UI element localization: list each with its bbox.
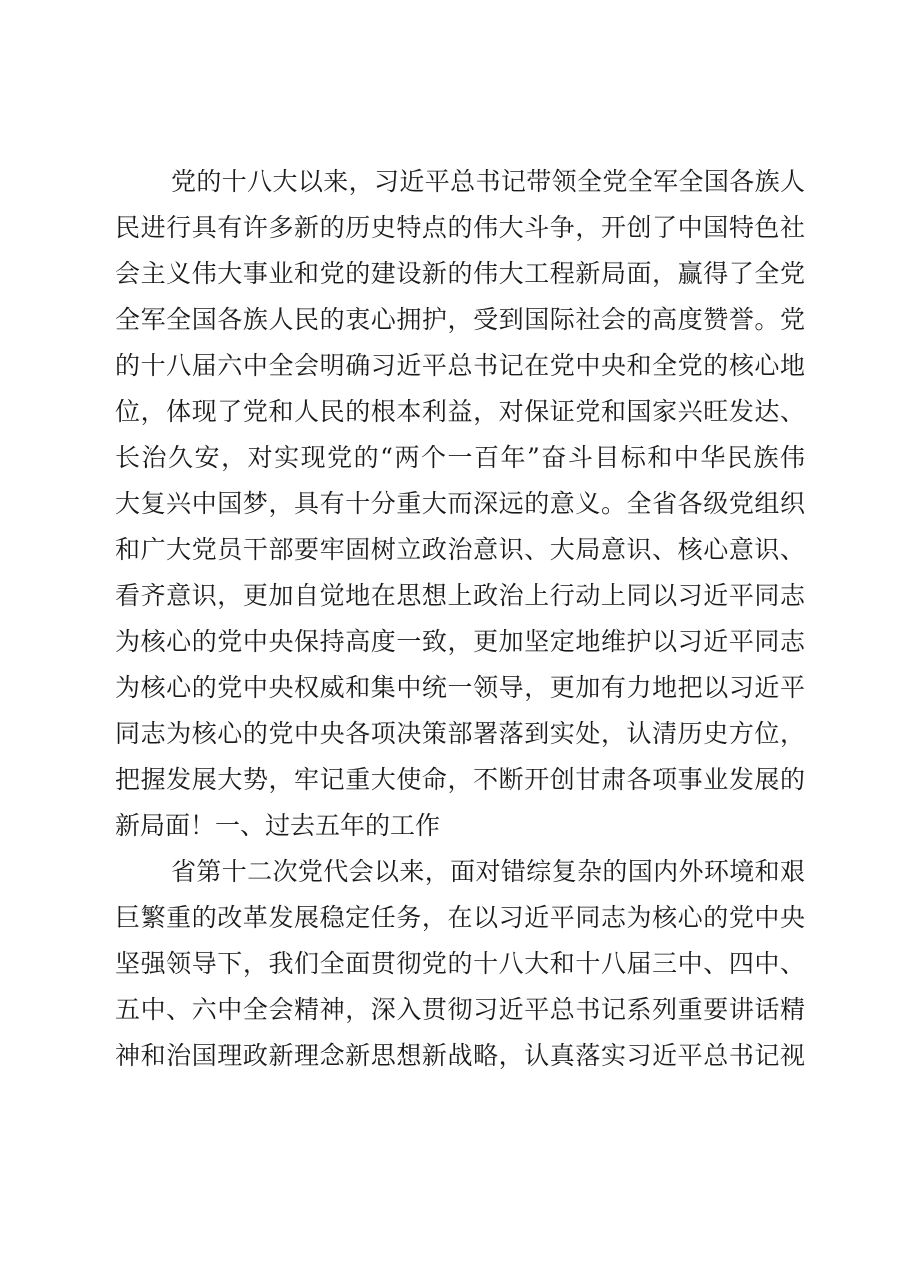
paragraph-1-line-9: 和广大党员干部要牢固树立政治意识、大局意识、核心意识、	[115, 535, 805, 564]
paragraph-1-line-15: 新局面！一、过去五年的工作	[115, 811, 441, 840]
paragraph-2-line-4: 五中、六中全会精神，深入贯彻习近平总书记系列重要讲话精	[115, 995, 805, 1024]
paragraph-1-line-3: 会主义伟大事业和党的建设新的伟大工程新局面，赢得了全党	[115, 259, 805, 288]
paragraph-1-line-11: 为核心的党中央保持高度一致，更加坚定地维护以习近平同志	[115, 627, 805, 656]
paragraph-1-line-7: 长治久安，对实现党的“两个一百年”奋斗目标和中华民族伟	[115, 443, 805, 472]
paragraph-2-line-3: 坚强领导下，我们全面贯彻党的十八大和十八届三中、四中、	[115, 949, 805, 978]
paragraph-1-line-2: 民进行具有许多新的历史特点的伟大斗争，开创了中国特色社	[115, 213, 805, 242]
paragraph-2-line-5: 神和治国理政新理念新思想新战略，认真落实习近平总书记视	[115, 1041, 805, 1070]
paragraph-1-line-1: 党的十八大以来，习近平总书记带领全党全军全国各族人	[171, 167, 805, 196]
paragraph-2-line-2: 巨繁重的改革发展稳定任务，在以习近平同志为核心的党中央	[115, 903, 805, 932]
paragraph-1-line-10: 看齐意识，更加自觉地在思想上政治上行动上同以习近平同志	[115, 581, 805, 610]
paragraph-1-line-4: 全军全国各族人民的衷心拥护，受到国际社会的高度赞誉。党	[115, 305, 805, 334]
paragraph-1-line-8: 大复兴中国梦，具有十分重大而深远的意义。全省各级党组织	[115, 489, 805, 518]
paragraph-1-line-12: 为核心的党中央权威和集中统一领导，更加有力地把以习近平	[115, 673, 805, 702]
paragraph-2-line-1: 省第十二次党代会以来，面对错综复杂的国内外环境和艰	[171, 857, 805, 886]
paragraph-1-line-5: 的十八届六中全会明确习近平总书记在党中央和全党的核心地	[115, 351, 805, 380]
paragraph-1-line-6: 位，体现了党和人民的根本利益，对保证党和国家兴旺发达、	[115, 397, 805, 426]
paragraph-1-line-14: 把握发展大势，牢记重大使命，不断开创甘肃各项事业发展的	[115, 765, 805, 794]
paragraph-1-line-13: 同志为核心的党中央各项决策部署落到实处，认清历史方位，	[115, 719, 805, 748]
